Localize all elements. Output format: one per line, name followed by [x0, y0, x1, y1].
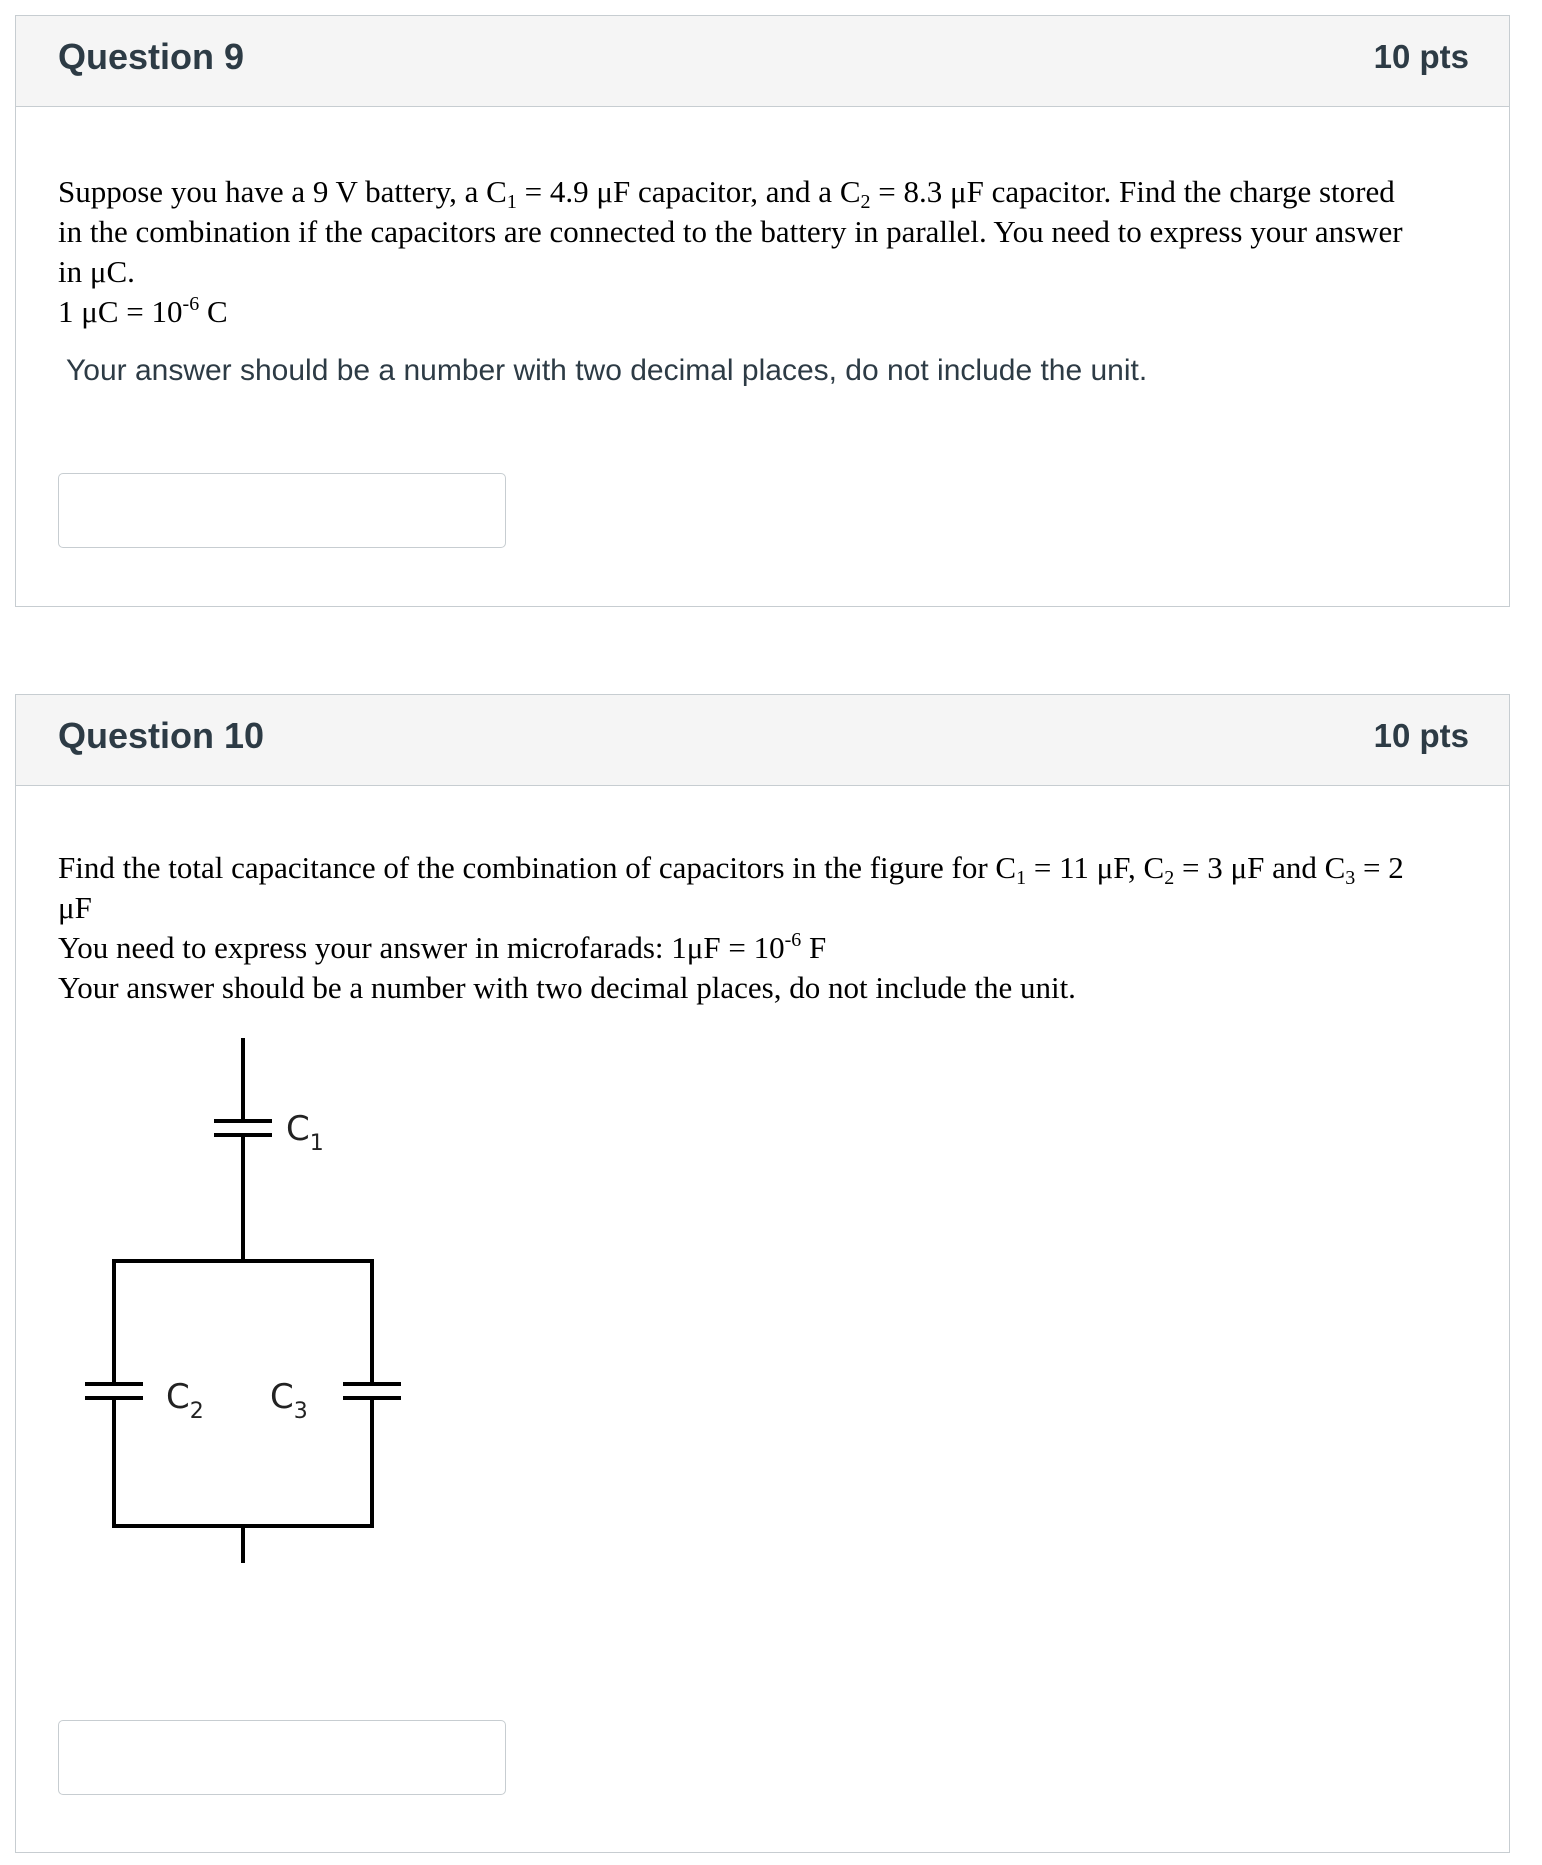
answer-input[interactable] — [58, 473, 506, 548]
question-header — [16, 695, 1509, 786]
question-text-line-4: 1 $\mu C = 10^{-6}$ C — [58, 293, 228, 329]
question-text-line-3: in μC. — [58, 254, 135, 289]
question-text-line-2: in the combination if the capacitors are connected to the battery in parallel. You need to express your answer — [58, 214, 1403, 249]
question-points: 10 pts — [1373, 38, 1469, 75]
question-points: 10 pts — [1373, 717, 1469, 754]
question-title: Question 9 — [58, 36, 245, 77]
question-text-line-4: Your answer should be a number with two decimal places, do not include the unit. — [58, 970, 1076, 1005]
question-text-line-1: Suppose you have a 9 V battery, a $C_1 = 4.9$ μF capacitor, and a $C_2 = 8.3$ μF capacitor. Find the charge stored — [58, 174, 1395, 213]
answer-input[interactable] — [58, 1720, 506, 1795]
question-9-card — [15, 15, 1510, 607]
question-header — [16, 16, 1509, 107]
capacitor-circuit-diagram — [58, 1035, 418, 1575]
c1-label: $C_1$ — [286, 1109, 324, 1156]
question-title: Question 10 — [58, 715, 265, 756]
question-text-line-1: Find the total capacitance of the combination of capacitors in the figure for $C_1 = 11$ μF, $C_2 = 3$ μF and $C_3 = 2$ — [58, 850, 1404, 889]
question-10-card — [15, 694, 1510, 1853]
question-text-line-2: μF — [58, 890, 92, 925]
c3-label: $C_3$ — [270, 1377, 308, 1424]
question-text-line-3: You need to express your answer in microfarads: $1\mu F = 10^{-6}$ F — [58, 929, 827, 965]
c2-label: $C_2$ — [166, 1377, 204, 1424]
answer-format-note: Your answer should be a number with two decimal places, do not include the unit. — [66, 354, 1148, 387]
